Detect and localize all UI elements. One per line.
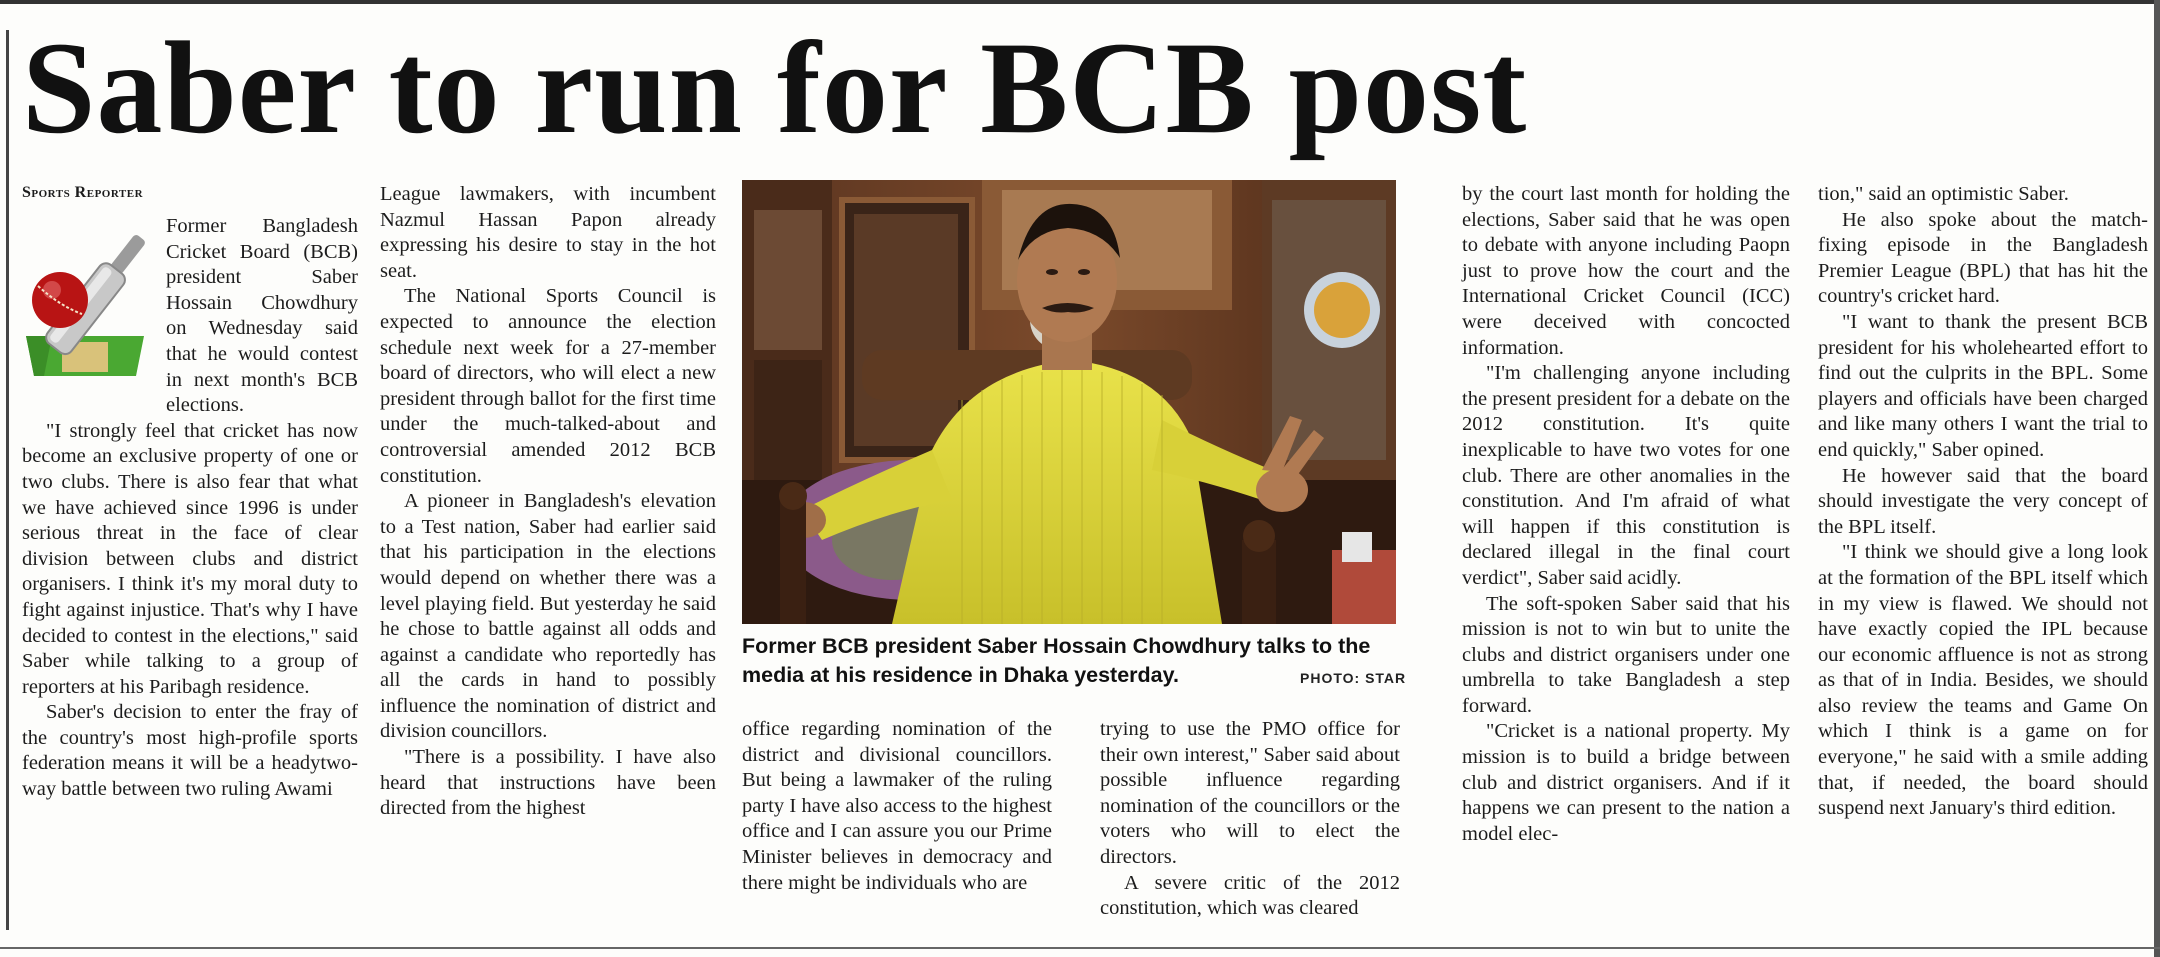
paragraph: office regarding nomination of the district and divisional councillors. But being a lawmaker of the ruling party I have also access to the highest office and I can assure you our Prime Minister believes in democracy and there might be individuals who are [742,718,1052,894]
byline: Sports Reporter [22,184,144,201]
paragraph: tion," said an optimistic Saber. [1818,183,2069,205]
paragraph: Saber's decision to enter the fray of the country's most high-profile sports federation means it will be a headytwo-way battle between two ruling Awami [22,701,358,801]
paragraph: He also spoke about the match-fixing episode in the Bangladesh Premier League (BPL) that has hit the country's cricket hard. [1818,208,2148,308]
paragraph: A severe critic of the 2012 constitution, which was cleared [1100,871,1400,920]
paragraph: "Cricket is a national property. My mission is to build a bridge between club and district organisers. And if it happens we can present to the nation a model elec- [1462,720,1790,845]
paragraph: "I think we should give a long look at the formation of the BPL itself which in my view is flawed. We should not have exactly copied the IPL because our economic affluence is not as strong as that of in India. Besides, we should also review the teams and Game On which I think is a game on for everyone," he said with a smile adding that, if needed, the board should suspend next January's third edition. [1818,541,2148,820]
paragraph: by the court last month for holding the elections, Saber said that he was open to debate with anyone including Paopn just to prove how the court and the International Cricket Council (ICC) were deceived with concocted information. [1462,183,1790,359]
column-3 [742,717,1052,896]
paragraph: The National Sports Council is expected to announce the election schedule next week for a 27-member board of directors, who will elect a new president through ballot for the first time under the much-talked-about and controversial amended 2012 BCB constitution. [380,285,716,487]
paragraph: trying to use the PMO office for their own interest," Saber said about possible influence regarding nomination of the councillors or the voters who will to elect the directors. [1100,718,1400,868]
paragraph: Former Bangladesh Cricket Board (BCB) president Saber Hossain Chowdhury on Wednesday said that he would contest in next month's BCB elections. [166,215,358,417]
bottom-rule [0,947,2160,949]
column-4 [1100,717,1400,922]
column-6 [1818,182,2148,822]
news-photo [742,180,1396,624]
right-edge [2154,0,2160,957]
column-2 [380,182,716,822]
column-1 [22,182,358,803]
paragraph: "I'm challenging anyone including the present president for a debate on the 2012 constitution. It's quite inexplicable to have two votes for one club. There are other anomalies in the constitution. And I'm afraid of what will happen if this constitution is declared illegal in the final court verdict", Saber said acidly. [1462,362,1790,589]
photo-credit: PHOTO: STAR [1300,670,1407,686]
paragraph: "I strongly feel that cricket has now become an exclusive property of one or two clubs. There is also fear that what we have achieved since 1996 is under serious threat in the face of clear division between clubs and district organisers. I think it's my moral duty to fight against injustice. That's why I have decided to contest in the elections," said Saber while talking to a group of reporters at his Paribagh residence. [22,419,358,698]
paragraph: "I want to thank the present BCB president for his wholehearted effort to find out the culprits in the BPL. Some players and officials have been charged and like many others I want the trial to end quickly," Saber opined. [1818,310,2148,461]
cricket-ball-bat-icon [22,216,156,406]
column-5 [1462,182,1790,847]
top-rule [0,0,2160,4]
paragraph: The soft-spoken Saber said that his mission is not to win but to unite the clubs and district organisers under one umbrella to take Bangladesh a step forward. [1462,592,1790,717]
paragraph: He however said that the board should investigate the very concept of the BPL itself. [1818,464,2148,538]
left-rule [6,30,9,930]
photo-caption: Former BCB president Saber Hossain Chowdhury talks to the media at his residence in Dhaka yesterday. [742,634,1371,687]
paragraph: A pioneer in Bangladesh's elevation to a Test nation, Saber had earlier said that his participation in the elections would depend on whether there was a level playing field. But yesterday he said he chose to battle against all odds and against a candidate who reportedly has all the cards in hand to possibly influence the nomination of district and division councillors. [380,490,716,743]
paragraph: League lawmakers, with incumbent Nazmul Hassan Papon already expressing his desire to stay in the hot seat. [380,183,716,282]
paragraph: "There is a possibility. I have also heard that instructions have been directed from the highest [380,746,716,820]
headline: Saber to run for BCB post [22,14,1528,161]
